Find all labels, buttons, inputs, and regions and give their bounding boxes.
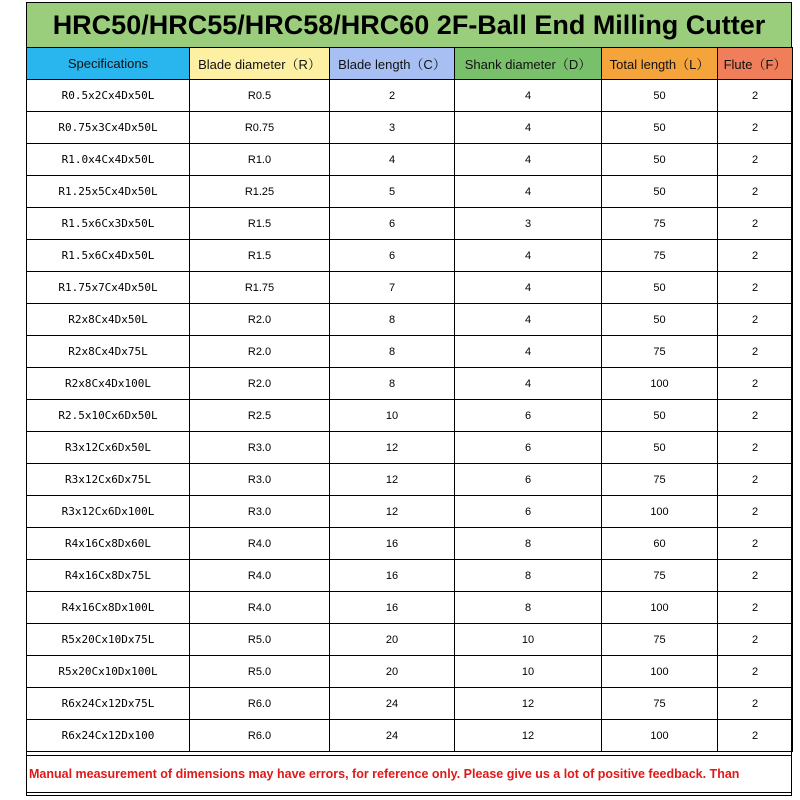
spec-table: [26, 47, 793, 752]
cell-specification: R3x12Cx6Dx50L: [27, 432, 190, 464]
page-title: HRC50/HRC55/HRC58/HRC60 2F-Ball End Milling Cutter: [26, 2, 792, 48]
table-row: [27, 144, 793, 176]
table-row: [27, 240, 793, 272]
cell-blade-length: 8: [330, 336, 455, 368]
cell-shank-diameter: 4: [455, 112, 602, 144]
cell-flute: 2: [718, 560, 793, 592]
cell-specification: R2x8Cx4Dx75L: [27, 336, 190, 368]
cell-blade-diameter: R1.25: [190, 176, 330, 208]
cell-flute: 2: [718, 496, 793, 528]
cell-specification: R1.5x6Cx4Dx50L: [27, 240, 190, 272]
cell-specification: R3x12Cx6Dx75L: [27, 464, 190, 496]
cell-specification: R4x16Cx8Dx75L: [27, 560, 190, 592]
header-blade-length: Blade length（C）: [330, 48, 455, 80]
cell-specification: R0.75x3Cx4Dx50L: [27, 112, 190, 144]
cell-blade-length: 24: [330, 688, 455, 720]
table-row: [27, 624, 793, 656]
cell-total-length: 100: [602, 592, 718, 624]
cell-shank-diameter: 3: [455, 208, 602, 240]
table-row: [27, 592, 793, 624]
cell-shank-diameter: 10: [455, 624, 602, 656]
cell-flute: 2: [718, 368, 793, 400]
table-row: [27, 496, 793, 528]
cell-total-length: 100: [602, 656, 718, 688]
cell-total-length: 100: [602, 496, 718, 528]
cell-shank-diameter: 8: [455, 560, 602, 592]
cell-blade-diameter: R3.0: [190, 432, 330, 464]
table-row: [27, 208, 793, 240]
cell-total-length: 75: [602, 240, 718, 272]
cell-flute: 2: [718, 208, 793, 240]
cell-blade-length: 4: [330, 144, 455, 176]
cell-flute: 2: [718, 528, 793, 560]
cell-specification: R1.75x7Cx4Dx50L: [27, 272, 190, 304]
cell-flute: 2: [718, 304, 793, 336]
cell-total-length: 75: [602, 560, 718, 592]
cell-specification: R4x16Cx8Dx100L: [27, 592, 190, 624]
cell-specification: R0.5x2Cx4Dx50L: [27, 80, 190, 112]
cell-flute: 2: [718, 464, 793, 496]
cell-blade-length: 16: [330, 560, 455, 592]
cell-shank-diameter: 4: [455, 368, 602, 400]
cell-blade-diameter: R3.0: [190, 464, 330, 496]
cell-blade-diameter: R2.0: [190, 304, 330, 336]
cell-total-length: 75: [602, 688, 718, 720]
cell-blade-length: 12: [330, 496, 455, 528]
cell-blade-diameter: R6.0: [190, 688, 330, 720]
table-row: [27, 656, 793, 688]
cell-blade-diameter: R1.5: [190, 208, 330, 240]
cell-shank-diameter: 4: [455, 144, 602, 176]
cell-total-length: 50: [602, 80, 718, 112]
cell-blade-length: 12: [330, 464, 455, 496]
table-row: [27, 400, 793, 432]
cell-total-length: 50: [602, 432, 718, 464]
cell-blade-diameter: R5.0: [190, 624, 330, 656]
cell-total-length: 75: [602, 336, 718, 368]
cell-blade-diameter: R2.5: [190, 400, 330, 432]
cell-shank-diameter: 6: [455, 400, 602, 432]
cell-blade-length: 16: [330, 592, 455, 624]
cell-total-length: 60: [602, 528, 718, 560]
cell-blade-length: 16: [330, 528, 455, 560]
cell-blade-length: 20: [330, 656, 455, 688]
cell-total-length: 50: [602, 144, 718, 176]
cell-blade-diameter: R4.0: [190, 560, 330, 592]
cell-total-length: 50: [602, 112, 718, 144]
cell-specification: R6x24Cx12Dx100: [27, 720, 190, 752]
cell-flute: 2: [718, 432, 793, 464]
table-row: [27, 432, 793, 464]
cell-flute: 2: [718, 176, 793, 208]
cell-blade-diameter: R1.0: [190, 144, 330, 176]
cell-flute: 2: [718, 272, 793, 304]
cell-total-length: 50: [602, 176, 718, 208]
cell-total-length: 50: [602, 272, 718, 304]
cell-flute: 2: [718, 112, 793, 144]
cell-shank-diameter: 6: [455, 496, 602, 528]
cell-specification: R3x12Cx6Dx100L: [27, 496, 190, 528]
cell-shank-diameter: 4: [455, 304, 602, 336]
table-row: [27, 304, 793, 336]
cell-shank-diameter: 12: [455, 688, 602, 720]
table-row: [27, 560, 793, 592]
cell-blade-length: 8: [330, 304, 455, 336]
cell-specification: R2x8Cx4Dx100L: [27, 368, 190, 400]
disclaimer-text: Manual measurement of dimensions may have errors, for reference only. Please give us a lot of positive feedback. Than: [29, 767, 740, 781]
cell-flute: 2: [718, 240, 793, 272]
cell-flute: 2: [718, 80, 793, 112]
cell-blade-length: 3: [330, 112, 455, 144]
cell-specification: R2x8Cx4Dx50L: [27, 304, 190, 336]
cell-blade-diameter: R3.0: [190, 496, 330, 528]
cell-flute: 2: [718, 400, 793, 432]
cell-blade-diameter: R0.75: [190, 112, 330, 144]
cell-blade-length: 7: [330, 272, 455, 304]
cell-flute: 2: [718, 720, 793, 752]
cell-blade-diameter: R6.0: [190, 720, 330, 752]
cell-blade-diameter: R2.0: [190, 368, 330, 400]
disclaimer-note: [26, 755, 792, 793]
header-total-length: Total length（L）: [602, 48, 718, 80]
spec-table-body: [27, 80, 793, 752]
cell-specification: R4x16Cx8Dx60L: [27, 528, 190, 560]
header-specifications: Specifications: [27, 48, 190, 80]
cell-specification: R2.5x10Cx6Dx50L: [27, 400, 190, 432]
header-row: [27, 48, 793, 80]
cell-blade-diameter: R1.75: [190, 272, 330, 304]
table-row: [27, 528, 793, 560]
cell-shank-diameter: 8: [455, 592, 602, 624]
cell-blade-length: 6: [330, 208, 455, 240]
cell-specification: R5x20Cx10Dx100L: [27, 656, 190, 688]
cell-shank-diameter: 4: [455, 80, 602, 112]
cell-shank-diameter: 4: [455, 240, 602, 272]
cell-shank-diameter: 8: [455, 528, 602, 560]
header-shank-diameter: Shank diameter（D）: [455, 48, 602, 80]
cell-blade-length: 10: [330, 400, 455, 432]
cell-blade-diameter: R0.5: [190, 80, 330, 112]
cell-shank-diameter: 4: [455, 176, 602, 208]
cell-blade-diameter: R5.0: [190, 656, 330, 688]
cell-shank-diameter: 6: [455, 464, 602, 496]
cell-specification: R1.25x5Cx4Dx50L: [27, 176, 190, 208]
cell-shank-diameter: 4: [455, 272, 602, 304]
table-row: [27, 688, 793, 720]
cell-blade-length: 8: [330, 368, 455, 400]
cell-flute: 2: [718, 688, 793, 720]
cell-total-length: 75: [602, 208, 718, 240]
cell-blade-diameter: R4.0: [190, 528, 330, 560]
cell-flute: 2: [718, 144, 793, 176]
cell-shank-diameter: 6: [455, 432, 602, 464]
cell-blade-diameter: R1.5: [190, 240, 330, 272]
cell-specification: R1.0x4Cx4Dx50L: [27, 144, 190, 176]
cell-blade-length: 20: [330, 624, 455, 656]
table-row: [27, 80, 793, 112]
cell-flute: 2: [718, 624, 793, 656]
cell-specification: R6x24Cx12Dx75L: [27, 688, 190, 720]
cell-flute: 2: [718, 336, 793, 368]
table-row: [27, 368, 793, 400]
cell-total-length: 100: [602, 720, 718, 752]
cell-shank-diameter: 10: [455, 656, 602, 688]
table-row: [27, 112, 793, 144]
cell-shank-diameter: 4: [455, 336, 602, 368]
cell-blade-length: 6: [330, 240, 455, 272]
table-row: [27, 336, 793, 368]
cell-total-length: 50: [602, 304, 718, 336]
cell-blade-length: 2: [330, 80, 455, 112]
table-row: [27, 272, 793, 304]
cell-total-length: 75: [602, 624, 718, 656]
cell-total-length: 100: [602, 368, 718, 400]
table-row: [27, 720, 793, 752]
cell-flute: 2: [718, 656, 793, 688]
table-row: [27, 176, 793, 208]
cell-blade-diameter: R2.0: [190, 336, 330, 368]
cell-flute: 2: [718, 592, 793, 624]
table-row: [27, 464, 793, 496]
cell-blade-length: 12: [330, 432, 455, 464]
cell-specification: R1.5x6Cx3Dx50L: [27, 208, 190, 240]
cell-total-length: 75: [602, 464, 718, 496]
cell-shank-diameter: 12: [455, 720, 602, 752]
cell-blade-length: 5: [330, 176, 455, 208]
cell-blade-diameter: R4.0: [190, 592, 330, 624]
header-flute: Flute（F）: [718, 48, 793, 80]
cell-specification: R5x20Cx10Dx75L: [27, 624, 190, 656]
cell-blade-length: 24: [330, 720, 455, 752]
cell-total-length: 50: [602, 400, 718, 432]
header-blade-diameter: Blade diameter（R）: [190, 48, 330, 80]
